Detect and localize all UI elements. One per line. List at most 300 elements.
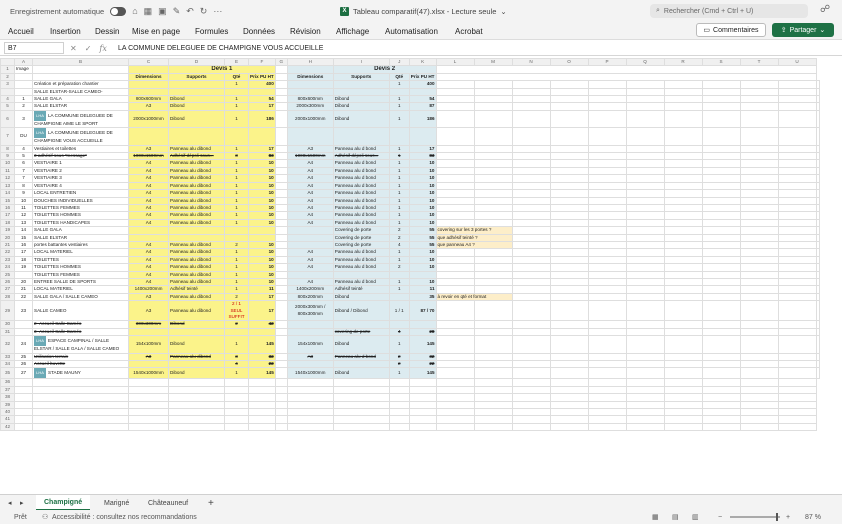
- cell-supports[interactable]: Dibond: [333, 293, 389, 300]
- cell[interactable]: [664, 361, 702, 368]
- cell[interactable]: [436, 190, 474, 197]
- cell[interactable]: [474, 416, 512, 423]
- cell-dimensions[interactable]: A4: [129, 212, 169, 219]
- cell-supports[interactable]: Panneau alu d bond: [333, 212, 389, 219]
- cell-supports[interactable]: [169, 328, 225, 335]
- cell-qty[interactable]: 1: [225, 182, 249, 189]
- cell[interactable]: [512, 227, 550, 234]
- cell-label[interactable]: [33, 301, 129, 321]
- cell[interactable]: [333, 416, 389, 423]
- cell-label[interactable]: [33, 153, 129, 160]
- cell-price[interactable]: 145: [409, 368, 436, 379]
- cell-number[interactable]: 25: [15, 353, 33, 360]
- row-number[interactable]: 11: [1, 167, 15, 174]
- column-header[interactable]: Q: [626, 59, 664, 66]
- cell[interactable]: [588, 96, 626, 103]
- cell[interactable]: [588, 353, 626, 360]
- cell[interactable]: [702, 96, 740, 103]
- cell[interactable]: [474, 256, 512, 263]
- cell[interactable]: [550, 96, 588, 103]
- cell-qty[interactable]: 1: [389, 256, 409, 263]
- cell-qty[interactable]: 1: [389, 167, 409, 174]
- cell[interactable]: [474, 336, 512, 353]
- cell[interactable]: [550, 145, 588, 152]
- cell[interactable]: [474, 249, 512, 256]
- zoom-out-button[interactable]: −: [718, 513, 723, 521]
- cell[interactable]: [626, 353, 664, 360]
- add-sheet-button[interactable]: +: [208, 497, 214, 509]
- cell-qty[interactable]: [389, 88, 409, 95]
- cell[interactable]: [702, 256, 740, 263]
- cell-price[interactable]: [249, 128, 276, 145]
- cell-dimensions[interactable]: A4: [129, 204, 169, 211]
- cell[interactable]: [664, 336, 702, 353]
- cell-supports[interactable]: Panneau alu dibond: [169, 212, 225, 219]
- cell[interactable]: [436, 96, 474, 103]
- cell-supports[interactable]: Panneau alu d bond: [333, 264, 389, 271]
- cell[interactable]: [740, 227, 778, 234]
- cell-supports[interactable]: Panneau alu d bond: [333, 204, 389, 211]
- cell-label[interactable]: [33, 128, 129, 145]
- cell-dimensions[interactable]: 800x600mm: [129, 96, 169, 103]
- cell-label[interactable]: [33, 212, 129, 219]
- cell[interactable]: [275, 271, 287, 278]
- cell-comment[interactable]: à revoir en qté et format: [436, 293, 512, 300]
- cell[interactable]: [333, 386, 389, 393]
- cell[interactable]: [436, 423, 474, 430]
- cell[interactable]: [702, 409, 740, 416]
- row-number[interactable]: 21: [1, 241, 15, 248]
- cell[interactable]: [626, 361, 664, 368]
- cell[interactable]: [275, 128, 287, 145]
- cell-qty[interactable]: 1: [225, 204, 249, 211]
- cell[interactable]: [740, 182, 778, 189]
- tab-dessin[interactable]: Dessin: [95, 26, 120, 36]
- cell[interactable]: [664, 401, 702, 408]
- cell[interactable]: [588, 301, 626, 321]
- cell-qty[interactable]: 2: [225, 293, 249, 300]
- cell-qty[interactable]: 1: [389, 204, 409, 211]
- cell-label[interactable]: [33, 361, 129, 368]
- cell-supports[interactable]: Panneau alu d bond: [333, 256, 389, 263]
- cell-label[interactable]: [33, 278, 129, 285]
- cell-supports[interactable]: Dibond: [169, 321, 225, 328]
- cell[interactable]: [474, 110, 512, 127]
- cell[interactable]: [550, 197, 588, 204]
- cell-dimensions[interactable]: 2000x1000mm: [287, 110, 333, 127]
- cell-qty[interactable]: 1: [225, 271, 249, 278]
- cell[interactable]: [702, 286, 740, 293]
- cell[interactable]: [512, 197, 550, 204]
- cell-price[interactable]: 11: [409, 286, 436, 293]
- cell-number[interactable]: 13: [15, 219, 33, 226]
- cell[interactable]: [225, 401, 249, 408]
- row-number[interactable]: 3: [1, 81, 15, 88]
- cell-dimensions[interactable]: [129, 234, 169, 241]
- cell-price[interactable]: [409, 88, 436, 95]
- cell-supports[interactable]: [333, 271, 389, 278]
- cell-dimensions[interactable]: A4: [129, 175, 169, 182]
- search-box[interactable]: [650, 4, 808, 18]
- cell-supports[interactable]: [333, 128, 389, 145]
- cell[interactable]: [474, 153, 512, 160]
- cell[interactable]: [664, 278, 702, 285]
- row-number[interactable]: 34: [1, 361, 15, 368]
- cell[interactable]: [275, 175, 287, 182]
- cell[interactable]: [778, 88, 816, 95]
- cell[interactable]: [225, 409, 249, 416]
- cell[interactable]: [409, 401, 436, 408]
- cell-qty[interactable]: 1: [389, 182, 409, 189]
- cell[interactable]: [474, 328, 512, 335]
- cell-price[interactable]: 54: [249, 96, 276, 103]
- cell-supports[interactable]: Panneau alu dibond: [169, 301, 225, 321]
- cell[interactable]: [512, 423, 550, 430]
- cell[interactable]: [816, 301, 819, 321]
- cell[interactable]: [436, 128, 474, 145]
- cell[interactable]: [626, 212, 664, 219]
- cell-qty[interactable]: 1: [389, 249, 409, 256]
- cell[interactable]: [740, 167, 778, 174]
- cell[interactable]: [15, 401, 33, 408]
- cell-dimensions[interactable]: A4: [287, 264, 333, 271]
- cell-supports[interactable]: Panneau alu d bond: [333, 175, 389, 182]
- cell-number[interactable]: 20: [15, 278, 33, 285]
- cell[interactable]: [778, 379, 816, 386]
- cell[interactable]: [702, 190, 740, 197]
- cell[interactable]: [474, 353, 512, 360]
- cell-supports[interactable]: Panneau alu d bond: [333, 353, 389, 360]
- cell[interactable]: [778, 153, 816, 160]
- cell-number[interactable]: 11: [15, 204, 33, 211]
- cell-qty[interactable]: 2: [389, 234, 409, 241]
- tab-acrobat[interactable]: Acrobat: [455, 26, 483, 36]
- cell[interactable]: [816, 88, 819, 95]
- cell[interactable]: [664, 145, 702, 152]
- cell[interactable]: [588, 379, 626, 386]
- cell-number[interactable]: 10: [15, 197, 33, 204]
- cell[interactable]: [588, 256, 626, 263]
- cell[interactable]: [474, 160, 512, 167]
- cell[interactable]: [664, 286, 702, 293]
- cell-supports[interactable]: Panneau alu dibond: [169, 293, 225, 300]
- cell[interactable]: [740, 204, 778, 211]
- home-icon[interactable]: ⌂: [132, 6, 138, 16]
- cell[interactable]: [512, 353, 550, 360]
- row-number[interactable]: 17: [1, 212, 15, 219]
- cell-dimensions[interactable]: [287, 321, 333, 328]
- cell-dimensions[interactable]: A3: [129, 103, 169, 110]
- cell-price[interactable]: 10: [409, 204, 436, 211]
- cell[interactable]: [626, 160, 664, 167]
- column-header[interactable]: I: [333, 59, 389, 66]
- cell-label[interactable]: [33, 88, 129, 95]
- cell[interactable]: [778, 145, 816, 152]
- cell[interactable]: [436, 88, 474, 95]
- cell-number[interactable]: 9: [15, 190, 33, 197]
- cell-supports[interactable]: [169, 361, 225, 368]
- cell[interactable]: [512, 88, 550, 95]
- cell-supports[interactable]: Panneau alu dibond: [169, 190, 225, 197]
- cell[interactable]: [436, 394, 474, 401]
- save-icon[interactable]: ▣: [158, 5, 167, 16]
- cell[interactable]: [778, 264, 816, 271]
- search-input[interactable]: Rechercher (Cmd + Ctrl + U): [663, 7, 754, 15]
- cell-dimensions[interactable]: A4: [287, 175, 333, 182]
- cell-supports[interactable]: [333, 88, 389, 95]
- cell[interactable]: [436, 361, 474, 368]
- cell-dimensions[interactable]: A4: [129, 249, 169, 256]
- cell-qty[interactable]: [225, 88, 249, 95]
- cell[interactable]: [626, 286, 664, 293]
- cell[interactable]: [778, 234, 816, 241]
- cell[interactable]: [778, 219, 816, 226]
- cell[interactable]: [702, 103, 740, 110]
- cell-price[interactable]: 10: [409, 219, 436, 226]
- redo-icon[interactable]: ↻: [199, 5, 208, 16]
- cell[interactable]: [816, 190, 819, 197]
- cell[interactable]: [169, 394, 225, 401]
- cell-price[interactable]: 10: [249, 204, 276, 211]
- cell[interactable]: [550, 110, 588, 127]
- cell[interactable]: [664, 353, 702, 360]
- cell-price[interactable]: 145: [249, 336, 276, 353]
- cell[interactable]: [626, 227, 664, 234]
- cell[interactable]: [550, 386, 588, 393]
- cell[interactable]: [436, 249, 474, 256]
- cell[interactable]: [778, 249, 816, 256]
- cell[interactable]: [626, 197, 664, 204]
- column-header[interactable]: A: [15, 59, 33, 66]
- cell[interactable]: [512, 234, 550, 241]
- cell-price[interactable]: 87 / 70: [409, 301, 436, 321]
- cell-price[interactable]: 28: [409, 328, 436, 335]
- cell[interactable]: [225, 379, 249, 386]
- cell[interactable]: [664, 379, 702, 386]
- cell[interactable]: [474, 88, 512, 95]
- row-number[interactable]: 4: [1, 96, 15, 103]
- cell[interactable]: [816, 286, 819, 293]
- cell[interactable]: [664, 96, 702, 103]
- column-header[interactable]: P: [588, 59, 626, 66]
- cell-label[interactable]: [33, 353, 129, 360]
- cell-price[interactable]: 10: [249, 160, 276, 167]
- cell-comment[interactable]: que adhésif teinté ?: [436, 234, 512, 241]
- cell[interactable]: [740, 256, 778, 263]
- cell[interactable]: [740, 145, 778, 152]
- cell-supports[interactable]: [169, 88, 225, 95]
- cell[interactable]: [626, 256, 664, 263]
- cell[interactable]: [550, 128, 588, 145]
- row-number[interactable]: 28: [1, 293, 15, 300]
- cell[interactable]: [816, 219, 819, 226]
- cell-price[interactable]: 32: [249, 353, 276, 360]
- row-number[interactable]: 12: [1, 175, 15, 182]
- cell[interactable]: [778, 212, 816, 219]
- cell[interactable]: [275, 256, 287, 263]
- cell-supports[interactable]: covering de porte: [333, 328, 389, 335]
- cell[interactable]: [436, 353, 474, 360]
- cell-dimensions[interactable]: [287, 361, 333, 368]
- cell[interactable]: [778, 394, 816, 401]
- cell[interactable]: [129, 416, 169, 423]
- cell-supports[interactable]: Adhésif dépoli sous...: [169, 153, 225, 160]
- cell[interactable]: [512, 394, 550, 401]
- cell-label[interactable]: [33, 264, 129, 271]
- cell[interactable]: [664, 110, 702, 127]
- cell-price[interactable]: 186: [249, 110, 276, 127]
- cell[interactable]: [275, 160, 287, 167]
- cell[interactable]: [512, 361, 550, 368]
- cell-qty[interactable]: 1: [225, 167, 249, 174]
- cell-label[interactable]: [33, 227, 129, 234]
- cell-supports[interactable]: Panneau alu dibond: [169, 145, 225, 152]
- cell[interactable]: [33, 416, 129, 423]
- column-header[interactable]: L: [436, 59, 474, 66]
- cell-label[interactable]: [33, 219, 129, 226]
- cell[interactable]: [436, 409, 474, 416]
- cell[interactable]: [550, 368, 588, 379]
- cell[interactable]: [436, 153, 474, 160]
- tab-insertion[interactable]: Insertion: [50, 26, 81, 36]
- cell[interactable]: [778, 416, 816, 423]
- cell[interactable]: [740, 190, 778, 197]
- row-number[interactable]: 9: [1, 153, 15, 160]
- cell-dimensions[interactable]: A4: [287, 160, 333, 167]
- cell-qty[interactable]: [389, 293, 409, 300]
- cell[interactable]: [512, 204, 550, 211]
- cell[interactable]: [702, 219, 740, 226]
- cell[interactable]: [275, 234, 287, 241]
- cell[interactable]: [626, 182, 664, 189]
- cell-supports[interactable]: Dibond: [169, 368, 225, 379]
- tab-automatisation[interactable]: Automatisation: [385, 26, 438, 36]
- cell[interactable]: [287, 386, 333, 393]
- cell-dimensions[interactable]: 1400x200mm: [287, 286, 333, 293]
- cell[interactable]: [664, 234, 702, 241]
- cell[interactable]: [664, 409, 702, 416]
- cell[interactable]: [816, 110, 819, 127]
- cell-supports[interactable]: Panneau alu dibond: [169, 182, 225, 189]
- cell[interactable]: [588, 394, 626, 401]
- cell[interactable]: [512, 301, 550, 321]
- cell[interactable]: [474, 197, 512, 204]
- cell[interactable]: [512, 110, 550, 127]
- column-header[interactable]: D: [169, 59, 225, 66]
- cell[interactable]: [129, 401, 169, 408]
- cell[interactable]: [474, 182, 512, 189]
- cell[interactable]: [275, 197, 287, 204]
- cell[interactable]: [275, 301, 287, 321]
- cell[interactable]: [275, 416, 287, 423]
- row-number[interactable]: 6: [1, 110, 15, 127]
- row-number[interactable]: 13: [1, 182, 15, 189]
- cell[interactable]: [778, 160, 816, 167]
- cell-number[interactable]: 23: [15, 301, 33, 321]
- cell-price[interactable]: 10: [249, 212, 276, 219]
- cell-supports[interactable]: Panneau alu dibond: [169, 271, 225, 278]
- cell-dimensions[interactable]: A4: [129, 219, 169, 226]
- cell[interactable]: [512, 368, 550, 379]
- cell[interactable]: [816, 103, 819, 110]
- cell-qty[interactable]: 2: [389, 264, 409, 271]
- cell[interactable]: [740, 386, 778, 393]
- cell-supports[interactable]: Dibond / Dibond: [333, 301, 389, 321]
- cell[interactable]: [588, 321, 626, 328]
- cell[interactable]: [626, 416, 664, 423]
- cell[interactable]: [225, 386, 249, 393]
- cell-number[interactable]: 6: [15, 160, 33, 167]
- cell[interactable]: [436, 182, 474, 189]
- cell[interactable]: [588, 153, 626, 160]
- cell[interactable]: [740, 249, 778, 256]
- cell[interactable]: [474, 401, 512, 408]
- cell[interactable]: [702, 167, 740, 174]
- cell-number[interactable]: 16: [15, 241, 33, 248]
- cell[interactable]: [702, 81, 740, 88]
- cell[interactable]: [512, 175, 550, 182]
- cell[interactable]: [664, 103, 702, 110]
- row-number[interactable]: [1, 88, 15, 95]
- cell[interactable]: [512, 96, 550, 103]
- cell-supports[interactable]: Panneau alu dibond: [169, 219, 225, 226]
- cell-price[interactable]: 10: [409, 197, 436, 204]
- cell-label[interactable]: [33, 293, 129, 300]
- cell[interactable]: [474, 379, 512, 386]
- cell[interactable]: [474, 368, 512, 379]
- cell-price[interactable]: 32: [409, 353, 436, 360]
- cell[interactable]: [588, 241, 626, 248]
- row-number[interactable]: 42: [1, 423, 15, 430]
- cell[interactable]: [626, 81, 664, 88]
- cell-price[interactable]: 55: [409, 234, 436, 241]
- cell-qty[interactable]: 1: [225, 160, 249, 167]
- cell[interactable]: [664, 219, 702, 226]
- cell[interactable]: [664, 167, 702, 174]
- cell[interactable]: [588, 197, 626, 204]
- cell[interactable]: [550, 219, 588, 226]
- cell-dimensions[interactable]: [129, 81, 169, 88]
- cell[interactable]: [588, 409, 626, 416]
- cell[interactable]: [588, 293, 626, 300]
- cell[interactable]: [409, 386, 436, 393]
- cell-label[interactable]: [33, 190, 129, 197]
- cell[interactable]: [249, 386, 276, 393]
- cell[interactable]: [474, 167, 512, 174]
- cell-dimensions[interactable]: [287, 81, 333, 88]
- row-number[interactable]: 29: [1, 301, 15, 321]
- cell[interactable]: [664, 241, 702, 248]
- cell[interactable]: [436, 416, 474, 423]
- cell[interactable]: [740, 361, 778, 368]
- cell[interactable]: [702, 197, 740, 204]
- cell-dimensions[interactable]: [129, 361, 169, 368]
- cell[interactable]: [275, 110, 287, 127]
- cell-supports[interactable]: Panneau alu dibond: [169, 278, 225, 285]
- tab-formules[interactable]: Formules: [195, 26, 229, 36]
- cell-label[interactable]: [33, 182, 129, 189]
- cell-number[interactable]: 18: [15, 256, 33, 263]
- cell-qty[interactable]: 3: [225, 153, 249, 160]
- cell-qty[interactable]: 1: [225, 96, 249, 103]
- cell[interactable]: [816, 241, 819, 248]
- cell-supports[interactable]: [169, 81, 225, 88]
- cell-qty[interactable]: 1: [225, 286, 249, 293]
- cell[interactable]: [436, 81, 474, 88]
- cell-qty[interactable]: [389, 321, 409, 328]
- cell[interactable]: [664, 386, 702, 393]
- cell[interactable]: [129, 379, 169, 386]
